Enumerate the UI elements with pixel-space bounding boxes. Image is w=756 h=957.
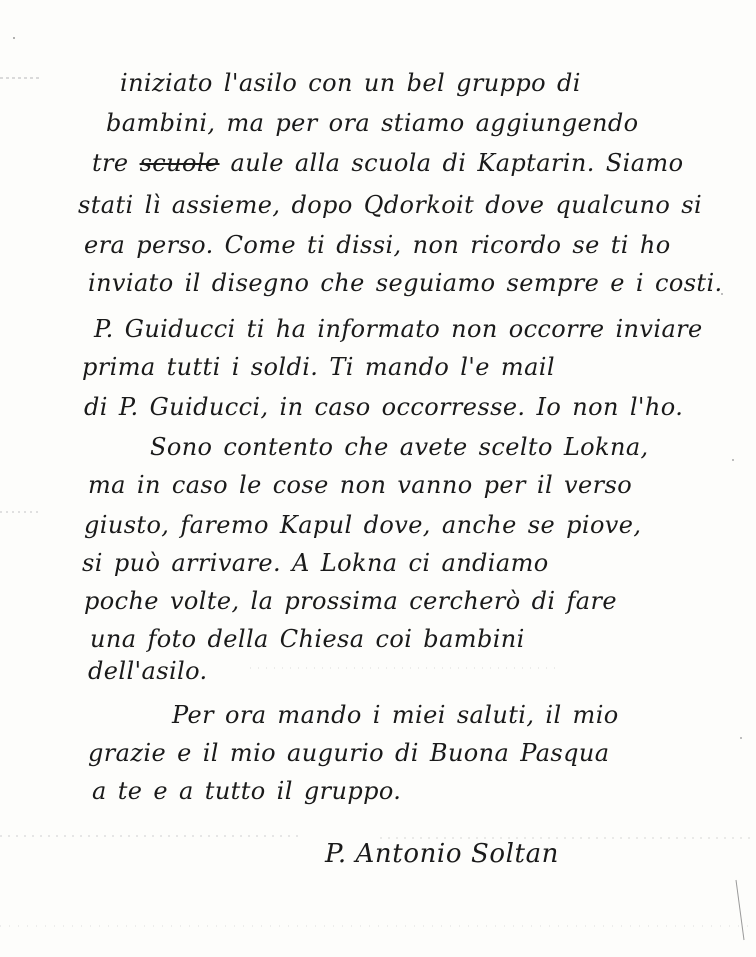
letter-line: P. Guiducci ti ha informato non occorre inviare [94,315,703,343]
letter-line: si può arrivare. A Lokna ci andiamo [82,549,549,577]
letter-line: a te e a tutto il gruppo. [92,777,402,805]
letter-line: iniziato l'asilo con un bel gruppo di [120,69,581,97]
letter-line: una foto della Chiesa coi bambini [90,625,525,653]
struck-word: scuole [139,149,220,177]
letter-line: dell'asilo. [88,657,208,685]
letter-line: bambini, ma per ora stiamo aggiungendo [106,109,639,137]
letter-line: tre scuole aule alla scuola di Kaptarin. Siamo [92,149,684,177]
signature: P. Antonio Soltan [325,839,560,869]
letter-line: poche volte, la prossima cercherò di fare [84,587,617,615]
letter-line: ma in caso le cose non vanno per il verso [88,471,633,499]
letter-line: giusto, faremo Kapul dove, anche se piove, [84,511,642,539]
letter-line: grazie e il mio augurio di Buona Pasqua [88,739,610,767]
letter-line: stati lì assieme, dopo Qdorkoit dove qualcuno si [78,191,703,219]
letter-line: Sono contento che avete scelto Lokna, [150,433,649,461]
letter-line: inviato il disegno che seguiamo sempre e i costi. [88,269,723,297]
letter-line: prima tutti i soldi. Ti mando l'e mail [82,353,555,381]
letter-line: di P. Guiducci, in caso occorresse. Io non l'ho. [84,393,684,421]
letter-line: Per ora mando i miei saluti, il mio [172,701,619,729]
letter-line: era perso. Come ti dissi, non ricordo se ti ho [84,231,671,259]
